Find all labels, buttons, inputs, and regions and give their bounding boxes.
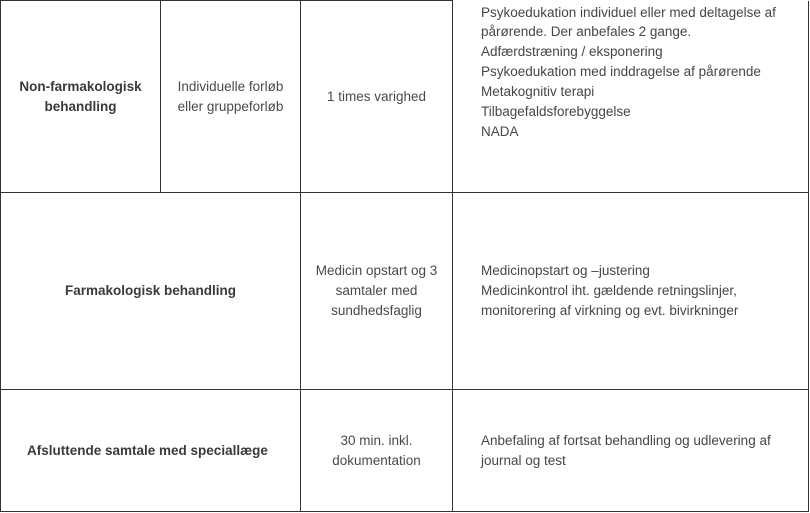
list-item: Medicinopstart og –justering (481, 263, 650, 279)
list-item: NADA (481, 124, 519, 140)
table-row (1, 390, 809, 512)
row-details-wrap (453, 431, 808, 471)
row-duration-text: Medicin opstart og 3 samtaler med sundhedsfaglig (315, 263, 438, 318)
row-format-text: Individuelle forløb eller gruppeforløb (177, 78, 284, 114)
list-item: Metakognitiv terapi (481, 84, 595, 100)
row-label-text: Farmakologisk behandling (64, 283, 237, 299)
list-item: Psykoedukation individuel eller med deltagelse af pårørende. Der anbefales 2 gange. (481, 4, 776, 40)
row-label-cell-non-farmakologisk (1, 1, 161, 193)
row-details-cell-farmakologisk (453, 193, 809, 390)
row-format-cell-non-farmakologisk (161, 1, 301, 193)
list-item: Psykoedukation med inddragelse af pårørende (481, 64, 761, 80)
row-details-cell-non-farmakologisk (453, 1, 809, 193)
detail-list (481, 3, 794, 143)
row-duration-text: 30 min. inkl. dokumentation (332, 432, 421, 468)
row-details-cell-afsluttende-samtale (453, 390, 809, 512)
row-details-wrap (453, 1, 808, 143)
list-item: Anbefaling af fortsat behandling og udlevering af journal og test (481, 432, 771, 468)
table-row (1, 193, 809, 390)
list-item: Tilbagefaldsforebyggelse (481, 104, 631, 120)
row-label-cell-afsluttende-samtale (1, 390, 301, 512)
row-duration-cell-afsluttende-samtale (301, 390, 453, 512)
row-label-text: Afsluttende samtale med speciallæge (27, 442, 268, 458)
row-label-cell-farmakologisk (1, 193, 301, 390)
row-duration-cell-farmakologisk (301, 193, 453, 390)
detail-list (481, 431, 794, 471)
row-details-wrap (453, 261, 808, 321)
row-duration-text: 1 times varighed (326, 88, 427, 104)
table-row (1, 1, 809, 193)
list-item: Adfærdstræning / eksponering (481, 44, 663, 60)
row-duration-cell-non-farmakologisk (301, 1, 453, 193)
row-label-text: Non-farmakologisk behandling (19, 78, 142, 114)
list-item: Medicinkontrol iht. gældende retningslinjer, monitorering af virkning og evt. bivirkninger (481, 283, 739, 318)
detail-list (481, 261, 794, 321)
